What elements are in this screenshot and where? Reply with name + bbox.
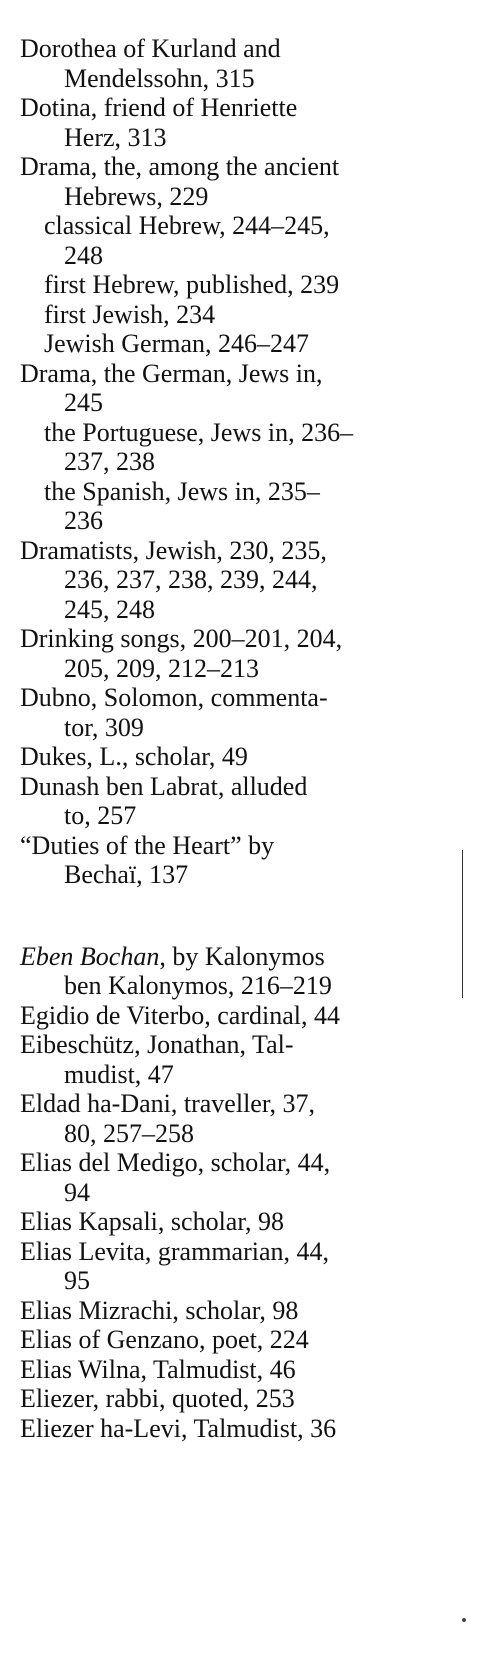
index-entry-line: 245, 248 xyxy=(64,594,155,624)
index-entry-line: Eibeschütz, Jonathan, Tal- xyxy=(20,1030,294,1059)
index-entry-line xyxy=(20,942,452,972)
index-entry-line: Eldad ha-Dani, traveller, 37, xyxy=(20,1089,315,1118)
index-entry-line: the Spanish, Jews in, 235– xyxy=(44,476,320,506)
index-entry-line: 248 xyxy=(64,240,103,270)
index-entry-line: Mendelssohn, 315 xyxy=(64,63,255,93)
index-entry-line: Elias Wilna, Talmudist, 46 xyxy=(20,1354,296,1384)
index-entry-line: first Hebrew, published, 239 xyxy=(44,270,340,299)
index-entry-line: Elias Mizrachi, scholar, 98 xyxy=(20,1295,299,1325)
index-entry-line: 205, 209, 212–213 xyxy=(64,653,259,683)
index-entry xyxy=(20,536,452,625)
index-subentry xyxy=(20,418,452,477)
index-entry-line: Dunash ben Labrat, alluded xyxy=(20,771,308,801)
index-entry xyxy=(20,942,452,1001)
index-entry-line: 95 xyxy=(64,1266,90,1295)
index-entry-line: “Duties of the Heart” by xyxy=(20,830,275,860)
index-entry-line: Eliezer, rabbi, quoted, 253 xyxy=(20,1384,295,1413)
index-entry xyxy=(20,772,452,831)
index-entry xyxy=(20,1148,452,1207)
index-entry-line: Dukes, L., scholar, 49 xyxy=(20,742,248,771)
index-entry xyxy=(20,34,452,93)
index-entry-line: Drinking songs, 200–201, 204, xyxy=(20,624,343,653)
index-entry xyxy=(20,1325,452,1355)
index-entry-line: the Portuguese, Jews in, 236– xyxy=(44,417,354,447)
index-entry-line: mudist, 47 xyxy=(64,1059,174,1089)
index-entry-line: Elias del Medigo, scholar, 44, xyxy=(20,1148,331,1177)
index-entry-line: Dotina, friend of Henriette xyxy=(20,93,298,122)
index-entry-line: first Jewish, 234 xyxy=(44,299,216,329)
index-entry xyxy=(20,1089,452,1148)
index-entry xyxy=(20,1001,452,1031)
index-subentry xyxy=(20,300,452,330)
margin-rule xyxy=(462,850,463,998)
index-entry-line: 237, 238 xyxy=(64,447,155,476)
index-entry-line: 80, 257–258 xyxy=(64,1118,194,1148)
index-entry-line: Bechaï, 137 xyxy=(64,860,189,889)
index-subentry xyxy=(20,211,452,270)
index-entry-line: Herz, 313 xyxy=(64,122,167,152)
index-entry xyxy=(20,624,452,683)
index-entry xyxy=(20,359,452,418)
index-entry xyxy=(20,1207,452,1237)
index-entry xyxy=(20,683,452,742)
index-entry xyxy=(20,1237,452,1296)
index-entry-line: Drama, the, among the ancient xyxy=(20,152,340,181)
index-entry-line: Elias Levita, grammarian, 44, xyxy=(20,1236,330,1266)
index-entry-line: Elias Kapsali, scholar, 98 xyxy=(20,1207,284,1236)
index-entry-line: Hebrews, 229 xyxy=(64,181,209,211)
index-entry-line: classical Hebrew, 244–245, xyxy=(44,211,330,240)
index-entry-line: Elias of Genzano, poet, 224 xyxy=(20,1325,309,1354)
index-entry-line: 245 xyxy=(64,388,103,417)
index-entry xyxy=(20,1414,452,1444)
italic-title: Eben Bochan xyxy=(20,941,160,971)
index-entry xyxy=(20,1030,452,1089)
index-entry-line: tor, 309 xyxy=(64,712,144,742)
index-entry-line: Dramatists, Jewish, 230, 235, xyxy=(20,535,327,565)
index-entry-line: 236, 237, 238, 239, 244, xyxy=(64,565,318,594)
index-entry-line: Dorothea of Kurland and xyxy=(20,34,281,63)
index-entry xyxy=(20,742,452,772)
index-page xyxy=(20,34,452,1443)
index-entry-line: Jewish German, 246–247 xyxy=(44,329,310,358)
margin-mark xyxy=(462,1618,466,1622)
index-entry xyxy=(20,1355,452,1385)
index-subentry xyxy=(20,477,452,536)
index-entry xyxy=(20,152,452,211)
index-entry-line: 236 xyxy=(64,506,103,535)
index-entry xyxy=(20,831,452,890)
index-entry-line: Drama, the German, Jews in, xyxy=(20,358,323,388)
section-gap xyxy=(20,890,452,942)
index-entry xyxy=(20,1384,452,1414)
index-entry-line: Egidio de Viterbo, cardinal, 44 xyxy=(20,1000,340,1030)
index-subentry xyxy=(20,329,452,359)
index-entry-line: Dubno, Solomon, commenta- xyxy=(20,683,328,712)
index-entry-text: , by Kalonymos xyxy=(159,941,325,971)
index-entry xyxy=(20,1296,452,1326)
index-entry-line: Eliezer ha-Levi, Talmudist, 36 xyxy=(20,1413,337,1443)
index-entry-line: 94 xyxy=(64,1177,90,1207)
index-entry-line: ben Kalonymos, 216–219 xyxy=(64,971,332,1000)
index-entry xyxy=(20,93,452,152)
index-subentry xyxy=(20,270,452,300)
index-entry-line: to, 257 xyxy=(64,801,137,830)
